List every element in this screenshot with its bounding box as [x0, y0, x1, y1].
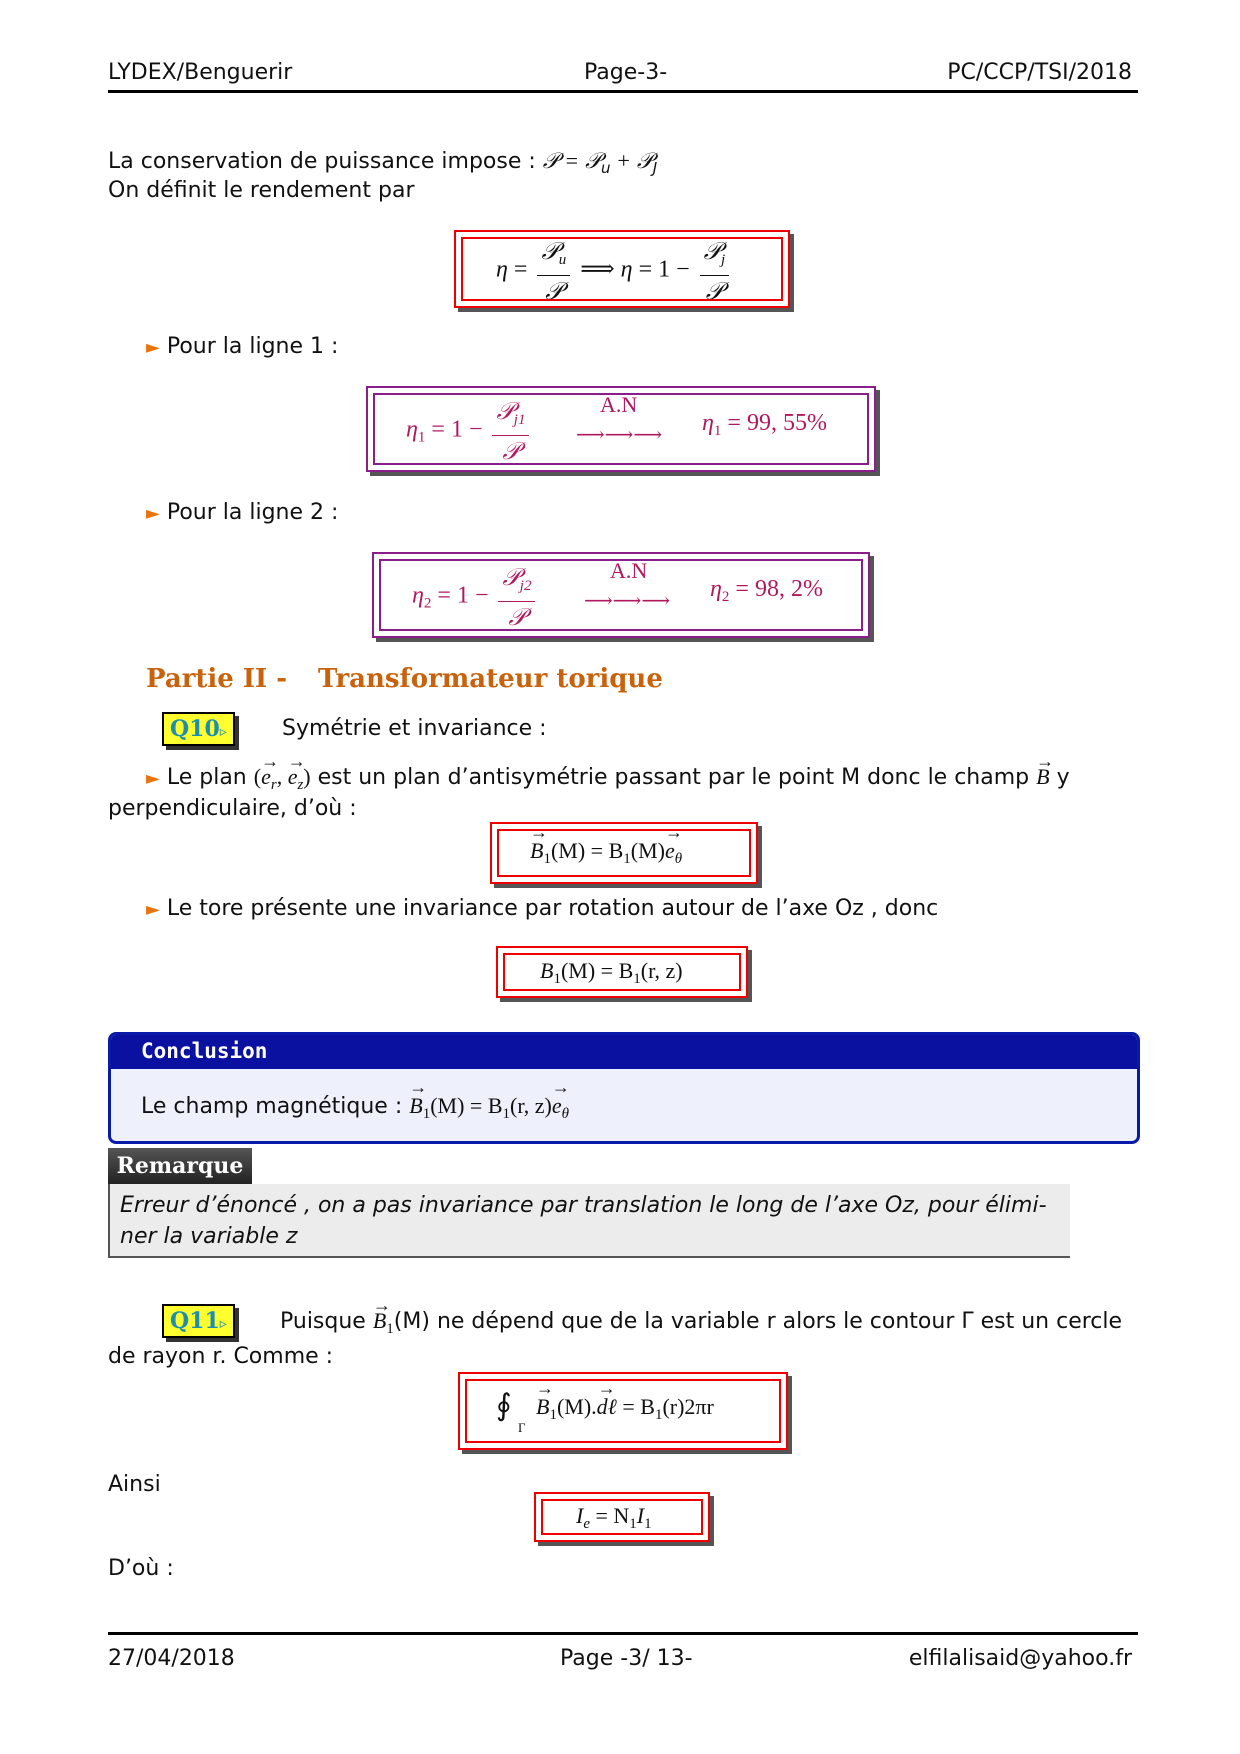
conclusion-box [108, 1032, 1140, 1144]
section-number: Partie II - [146, 664, 288, 694]
header-right: PC/CCP/TSI/2018 [947, 60, 1132, 85]
eq-rendement-box [454, 230, 790, 308]
conclusion-title: Conclusion [141, 1039, 268, 1063]
eq-b1rz: $B_1(M) = B_1(r$, z) [540, 958, 683, 987]
eq-ligne2: $\eta_2 = 1$ − $\frac{𝒫_{j2}}{\text{𝒫}}$ [412, 562, 539, 632]
q11-text: Puisque → $B_1(M)$ ne dépend que de la variable r alors le contour Γ est un cercle [280, 1306, 1122, 1344]
bullet-icon: ► [146, 503, 160, 524]
dou-text: D’où : [108, 1556, 174, 1581]
q10-bullet2: ► Le tore présente une invariance par rotation autour de l’axe Oz , donc [146, 896, 939, 921]
q11-line2: de rayon r. Comme : [108, 1344, 334, 1369]
result-1: $\eta_1 = 99$, 55% [702, 410, 827, 439]
intro-line2: On définit le rendement par [108, 178, 415, 203]
q11-badge: Q11▹ [162, 1304, 235, 1338]
eq-circulation-box [458, 1372, 788, 1450]
q10-bullet1: ► Le plan (→ $e_r$, → $e_z$) est un plan d’antisymétrie passant par le point M donc le champ → B y [146, 762, 1136, 800]
gamma-subscript: Γ [518, 1420, 526, 1435]
ainsi-text: Ainsi [108, 1472, 161, 1497]
arrow-1: ⟶⟶⟶ [576, 424, 663, 446]
eq-rendement: η = $\frac{𝒫_u}{\text{𝒫}}$ ⟹ η = 1 − $\frac{𝒫_j}{\text{𝒫}}$ [496, 236, 733, 306]
footer-email: elfilalisaid@yahoo.fr [908, 1646, 1132, 1671]
section-title: Transformateur torique [318, 664, 663, 694]
an-label-1: A.N [600, 392, 638, 417]
ligne1-bullet: ► Pour la ligne 1 : [146, 334, 339, 359]
q10-badge: Q10▹ [162, 712, 235, 746]
remarque-label: Remarque [108, 1148, 252, 1184]
eq-ligne1: $\eta_1 = 1$ − $\frac{𝒫_{j1}}{\text{𝒫}}$ [406, 396, 533, 466]
footer-page: Page -3/ 13- [560, 1646, 693, 1671]
q10-bullet1-line2: perpendiculaire, d’où : [108, 796, 357, 821]
eq-Ie-box [534, 1492, 710, 1542]
arrow-2: ⟶⟶⟶ [584, 590, 671, 612]
q10-title: Symétrie et invariance : [282, 716, 547, 741]
bullet-icon: ► [146, 768, 160, 789]
conclusion-text: Le champ magnétique : → $B_1(M) = B_1(r$, $z)\to e_\theta$ [141, 1093, 569, 1123]
footer-rule [108, 1632, 1138, 1635]
bullet-icon: ► [146, 337, 160, 358]
eq-Ie: $I_e = N_1I_1$ [576, 1503, 652, 1532]
eq-b1rz-box [496, 946, 748, 998]
eq-ligne1-box [366, 386, 876, 472]
footer-date: 27/04/2018 [108, 1646, 235, 1671]
eq-b1: → $B_1(M) = B_1(M)\to e_\theta$ [530, 838, 682, 868]
eq-ligne2-box [372, 552, 870, 638]
header-center: Page-3- [584, 60, 668, 85]
result-2: $\eta_2 = 98$, 2% [710, 576, 823, 605]
eq-b1-box [490, 822, 758, 884]
header-rule [108, 90, 1138, 93]
bullet-icon: ► [146, 899, 160, 920]
ligne2-bullet: ► Pour la ligne 2 : [146, 500, 339, 525]
an-label-2: A.N [610, 558, 648, 583]
contour-integral-icon: ∮ [496, 1389, 512, 1422]
intro-line1: La conservation de puissance impose : 𝒫 = 𝒫$_u$ + 𝒫$_J$ [108, 148, 658, 177]
remarque-box [108, 1184, 1070, 1258]
remarque-line2: ner la variable z [120, 1224, 298, 1249]
eq-circulation: → $B_1(M).\to$ dℓ = $B_1(r)2\pi r$ [536, 1394, 714, 1424]
header-left: LYDEX/Benguerir [108, 60, 293, 85]
remarque-line1: Erreur d’énoncé , on a pas invariance par translation le long de l’axe Oz, pour élimi- [120, 1193, 1047, 1218]
